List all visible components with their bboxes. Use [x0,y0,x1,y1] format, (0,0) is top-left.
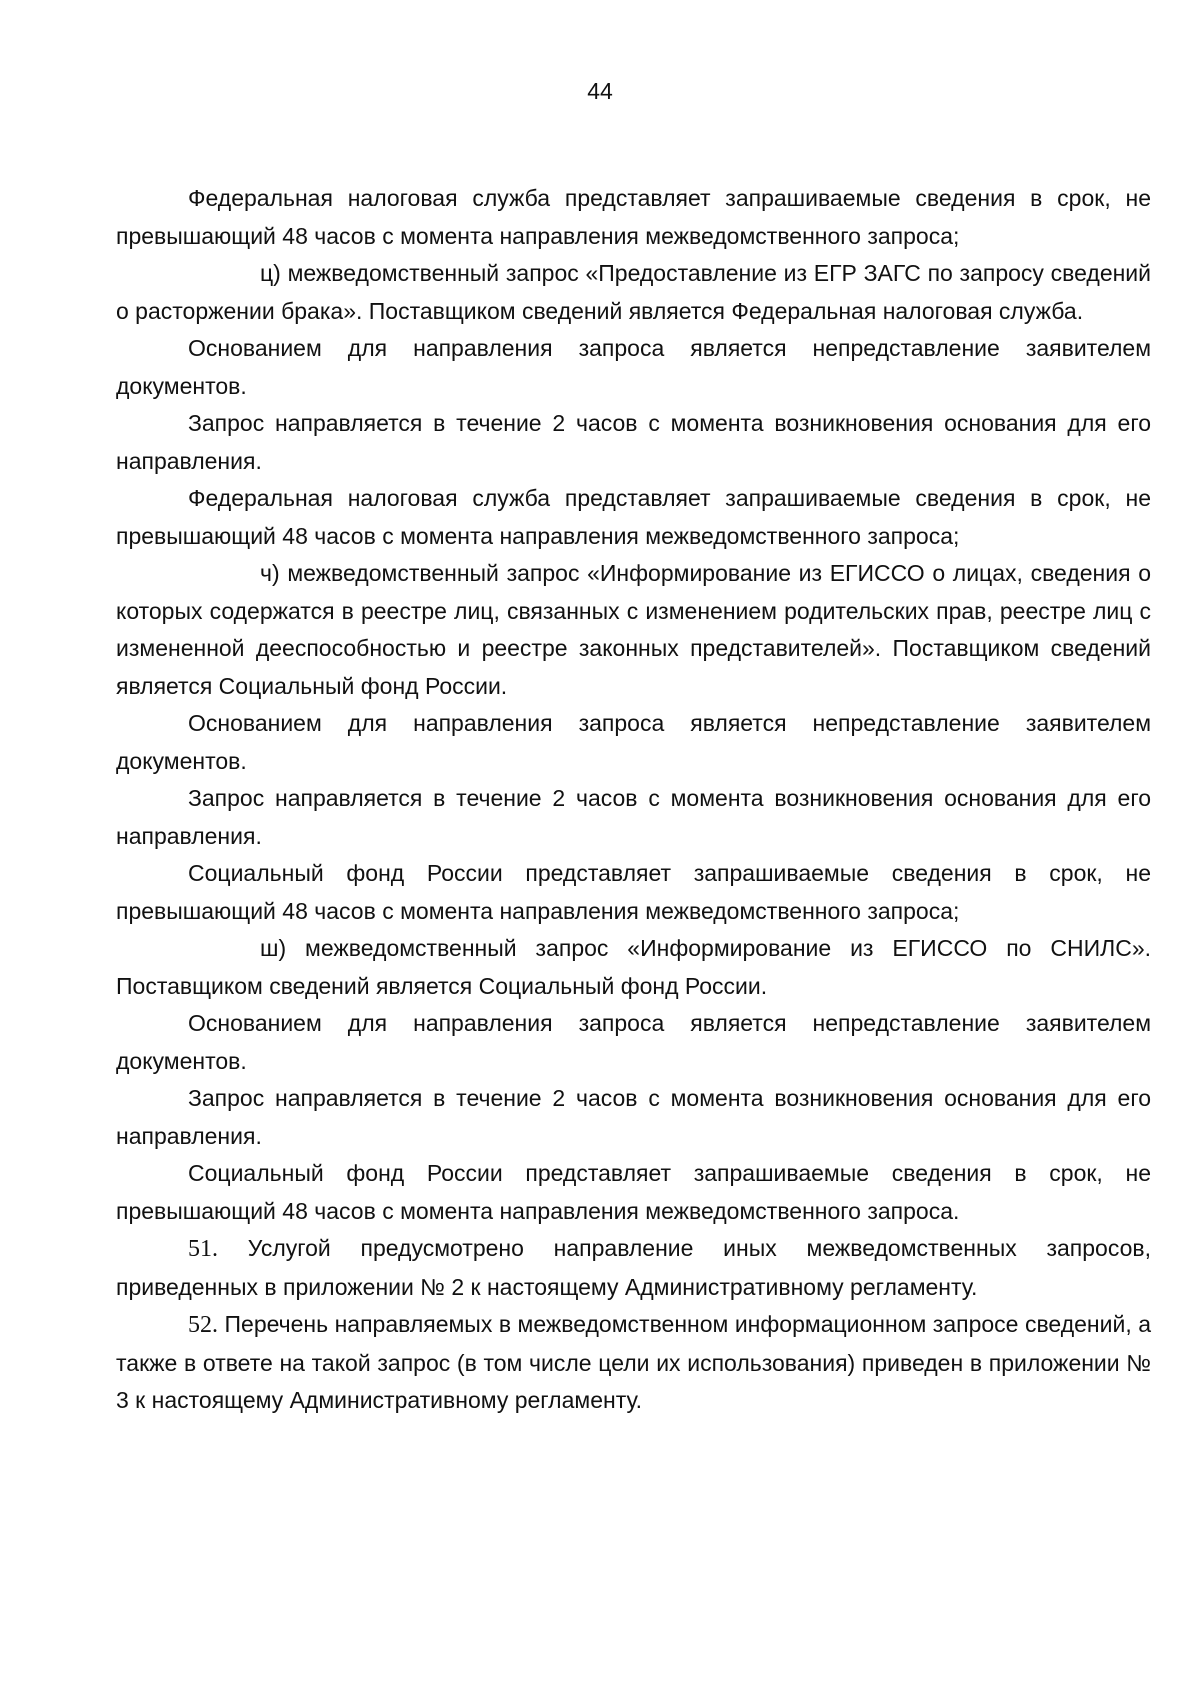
list-marker: ц) [260,260,281,286]
item-text: Перечень направляемых в межведомственном информационном запросе сведений, а также в ответе на такой запрос (в том числе цели их использования) приведен в приложении № 3 к настоящему Административному регламенту. [116,1311,1151,1413]
list-item-sh [116,930,1151,1005]
paragraph: Основанием для направления запроса является непредставление заявителем документов. [116,1010,1151,1074]
list-item-ts [116,255,1151,330]
numbered-item-51 [116,1230,1151,1306]
paragraph: Запрос направляется в течение 2 часов с момента возникновения основания для его направления. [116,410,1151,474]
list-marker: ш) [260,935,287,961]
item-text: Услугой предусмотрено направление иных межведомственных запросов, приведенных в приложении № 2 к настоящему Административному регламенту. [116,1235,1152,1300]
paragraph: Основанием для направления запроса является непредставление заявителем документов. [116,710,1151,774]
numbered-item-52 [116,1306,1151,1420]
document-body [116,180,1151,1420]
list-item-text: межведомственный запрос «Информирование из ЕГИССО по СНИЛС». Поставщиком сведений является Социальный фонд России. [116,935,1152,999]
paragraph: Социальный фонд России представляет запрашиваемые сведения в срок, не превышающий 48 часов с момента направления межведомственного запроса; [116,860,1151,924]
item-number: 52. [188,1312,218,1338]
paragraph: Федеральная налоговая служба представляет запрашиваемые сведения в срок, не превышающий 48 часов с момента направления межведомственного запроса; [116,485,1151,549]
list-item-text: межведомственный запрос «Предоставление из ЕГР ЗАГС по запросу сведений о расторжении брака». Поставщиком сведений является Федеральная налоговая служба. [116,260,1152,324]
paragraph: Федеральная налоговая служба представляет запрашиваемые сведения в срок, не превышающий 48 часов с момента направления межведомственного запроса; [116,185,1151,249]
list-item-ch [116,555,1151,705]
paragraph: Основанием для направления запроса является непредставление заявителем документов. [116,335,1151,399]
page-number: 44 [587,78,613,104]
list-marker: ч) [260,560,280,586]
paragraph: Запрос направляется в течение 2 часов с момента возникновения основания для его направления. [116,1085,1151,1149]
item-number: 51. [188,1236,218,1262]
list-item-text: межведомственный запрос «Информирование из ЕГИССО о лицах, сведения о которых содержатся в реестре лиц, связанных с изменением родительских прав, реестре лиц с измененной дееспособностью и реестре законных представителей». Поставщиком сведений является Социальный фонд России. [116,560,1151,699]
paragraph: Запрос направляется в течение 2 часов с момента возникновения основания для его направления. [116,785,1151,849]
paragraph: Социальный фонд России представляет запрашиваемые сведения в срок, не превышающий 48 часов с момента направления межведомственного запроса. [116,1160,1151,1224]
